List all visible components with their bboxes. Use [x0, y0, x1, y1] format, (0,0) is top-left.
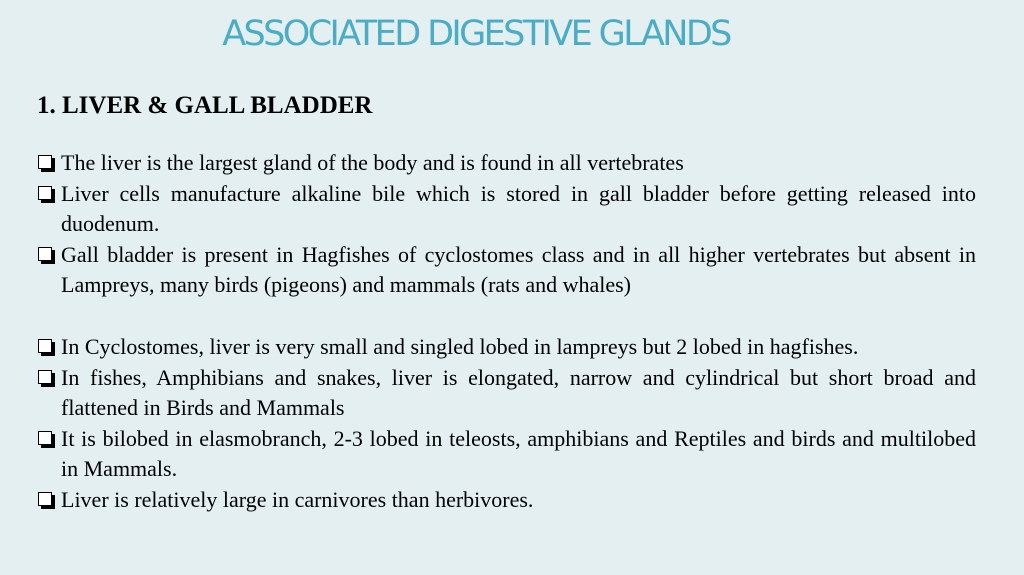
slide-title: ASSOCIATED DIGESTIVE GLANDS	[222, 14, 730, 54]
bullet-text: Liver is relatively large in carnivores than herbivores.	[61, 486, 534, 512]
checkbox-square-icon	[38, 492, 55, 509]
bullet-text: Liver cells manufacture alkaline bile which is stored in gall bladder before getting released into duodenum.	[61, 180, 976, 237]
checkbox-square-icon	[38, 431, 55, 448]
bullet-item	[38, 240, 976, 301]
bullet-text: In fishes, Amphibians and snakes, liver is elongated, narrow and cylindrical but short broad and flattened in Birds and Mammals	[61, 364, 976, 421]
bullet-text: In Cyclostomes, liver is very small and singled lobed in lampreys but 2 lobed in hagfishes.	[61, 333, 859, 359]
checkbox-square-icon	[38, 339, 55, 356]
checkbox-square-icon	[38, 247, 55, 264]
checkbox-square-icon	[38, 186, 55, 203]
checkbox-square-icon	[38, 155, 55, 172]
bullet-item	[38, 485, 976, 516]
bullet-text: The liver is the largest gland of the body and is found in all vertebrates	[61, 150, 684, 175]
bullet-text: Gall bladder is present in Hagfishes of cyclostomes class and in all higher vertebrates but absent in Lampreys, many birds (pigeons) and mammals (rats and whales)	[61, 241, 976, 298]
checkbox-square-icon	[38, 370, 55, 387]
bullet-list	[38, 148, 976, 516]
bullet-item	[38, 363, 976, 424]
bullet-item	[38, 332, 976, 363]
bullet-item	[38, 148, 976, 179]
section-heading: 1. LIVER & GALL BLADDER	[37, 92, 373, 119]
bullet-text: It is bilobed in elasmobranch, 2-3 lobed in teleosts, amphibians and Reptiles and birds and multilobed in Mammals.	[61, 425, 976, 482]
bullet-item	[38, 179, 976, 240]
bullet-item	[38, 424, 976, 485]
